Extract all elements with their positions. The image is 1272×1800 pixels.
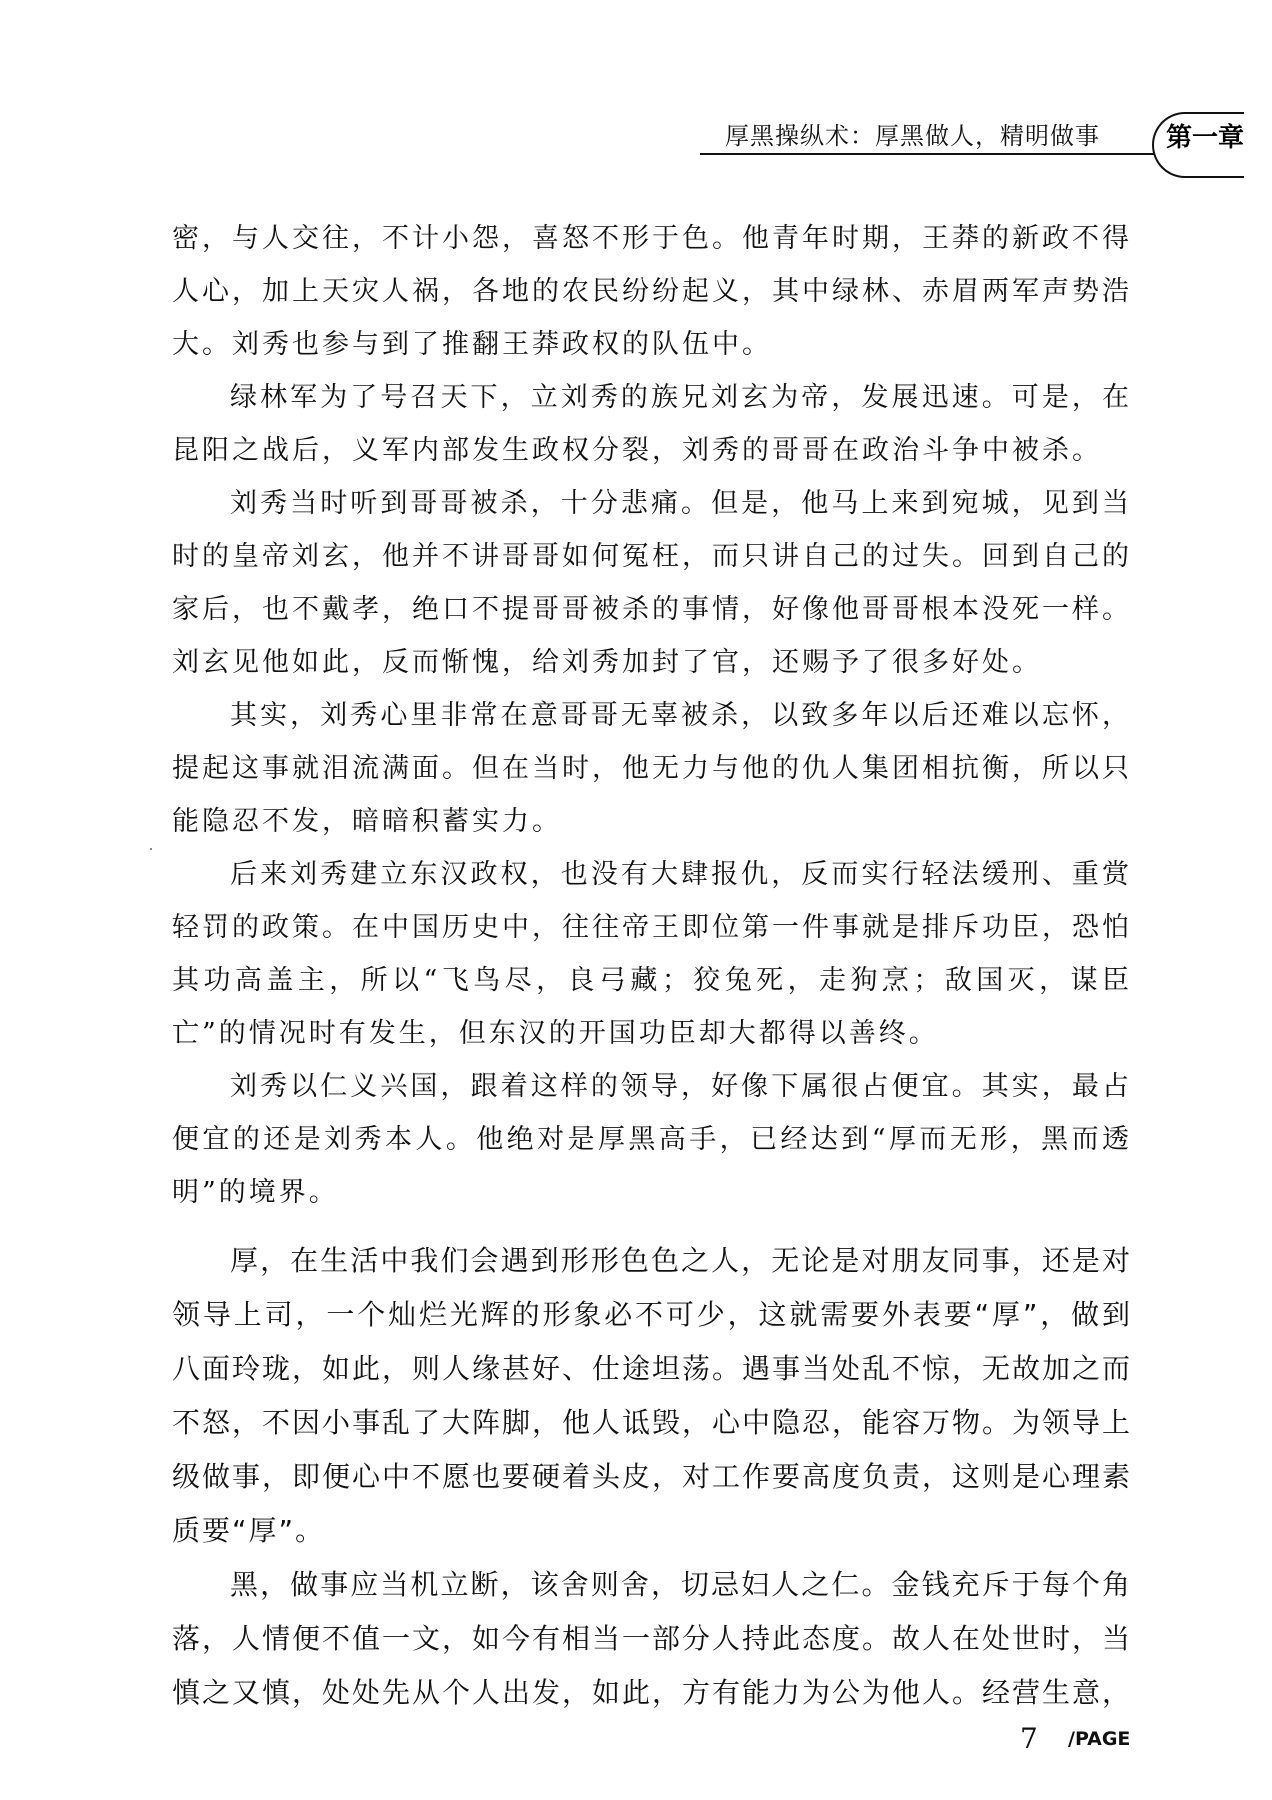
paragraph: 黑，做事应当机立断，该舍则舍，切忌妇人之仁。金钱充斥于每个角落，人情便不值一文，如今有相当一部分人持此态度。故人在处世时，当慎之又慎，处处先从个人出发，如此，方有能力为公为他人。经营生意，: [172, 1568, 1133, 1709]
header-title: 厚黑操纵术：厚黑做人，精明做事: [725, 122, 1100, 150]
page-label: /PAGE: [1068, 1728, 1131, 1750]
paragraph: 密，与人交往，不计小怨，喜怒不形于色。他青年时期，王莽的新政不得人心，加上天灾人祸，各地的农民纷纷起义，其中绿林、赤眉两军声势浩大。刘秀也参与到了推翻王莽政权的队伍中。: [172, 223, 1132, 360]
page-number: 7: [1020, 1722, 1038, 1755]
paragraph: 其实，刘秀心里非常在意哥哥无辜被杀，以致多年以后还难以忘怀，提起这事就泪流满面。但在当时，他无力与他的仇人集团相抗衡，所以只能隐忍不发，暗暗积蓄实力。: [172, 700, 1132, 837]
narrative-section: [172, 212, 1132, 1219]
chapter-label: 第一章: [1166, 123, 1245, 153]
header-rule: [700, 153, 1158, 155]
scan-speck: [150, 848, 152, 850]
paragraph: 刘秀以仁义兴国，跟着这样的领导，好像下属很占便宜。其实，最占便宜的还是刘秀本人。他绝对是厚黑高手，已经达到“厚而无形，黑而透明”的境界。: [172, 1071, 1132, 1208]
commentary-section: [172, 1234, 1132, 1720]
chapter-badge: [1152, 112, 1244, 178]
paragraph: 刘秀当时听到哥哥被杀，十分悲痛。但是，他马上来到宛城，见到当时的皇帝刘玄，他并不讲哥哥如何冤枉，而只讲自己的过失。回到自己的家后，也不戴孝，绝口不提哥哥被杀的事情，好像他哥哥根本没死一样。刘玄见他如此，反而惭愧，给刘秀加封了官，还赐予了很多好处。: [172, 488, 1132, 678]
paragraph: 后来刘秀建立东汉政权，也没有大肆报仇，反而实行轻法缓刑、重赏轻罚的政策。在中国历史中，往往帝王即位第一件事就是排斥功臣，恐怕其功高盖主，所以“飞鸟尽，良弓藏；狡兔死，走狗烹；敌国灭，谋臣亡”的情况时有发生，但东汉的开国功臣却大都得以善终。: [172, 859, 1132, 1049]
paragraph: 厚，在生活中我们会遇到形形色色之人，无论是对朋友同事，还是对领导上司，一个灿烂光辉的形象必不可少，这就需要外表要“厚”，做到八面玲珑，如此，则人缘甚好、仕途坦荡。遇事当处乱不惊，无故加之而不怒，不因小事乱了大阵脚，他人诋毁，心中隐忍，能容万物。为领导上级做事，即便心中不愿也要硬着头皮，对工作要高度负责，这则是心理素质要“厚”。: [172, 1244, 1133, 1547]
running-header: [700, 112, 1245, 172]
paragraph: 绿林军为了号召天下，立刘秀的族兄刘玄为帝，发展迅速。可是，在昆阳之战后，义军内部发生政权分裂，刘秀的哥哥在政治斗争中被杀。: [172, 382, 1132, 466]
